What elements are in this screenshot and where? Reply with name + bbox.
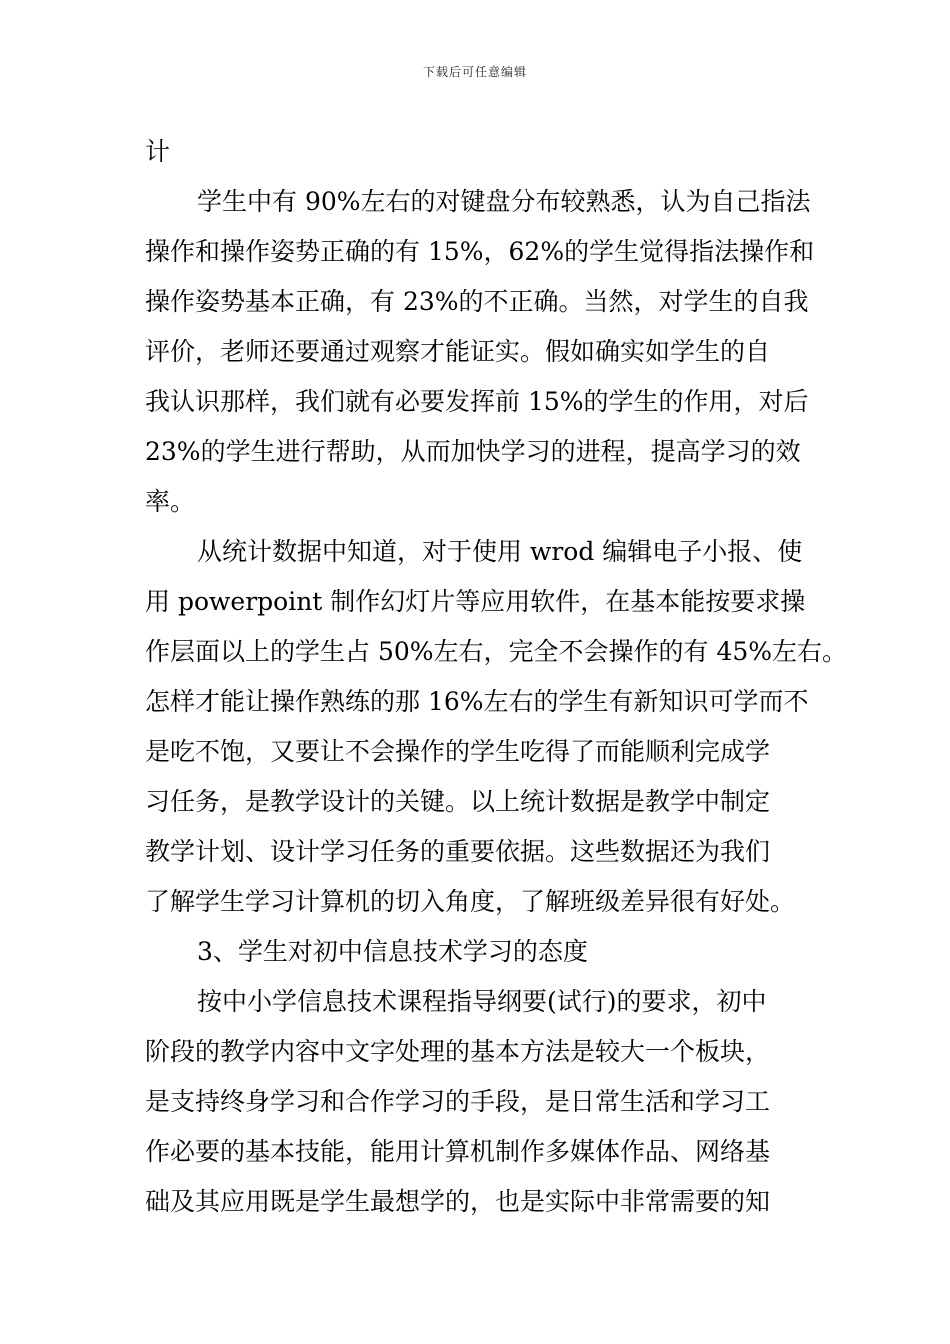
text-line: 率。: [145, 487, 196, 516]
page-header: 下载后可任意编辑: [422, 65, 527, 79]
text-line: 用 powerpoint 制作幻灯片等应用软件，在基本能按要求操: [145, 587, 806, 616]
text-line: 3、学生对初中信息技术学习的态度: [197, 937, 588, 966]
text-line: 阶段的教学内容中文字处理的基本方法是较大一个板块，: [145, 1037, 771, 1066]
text-line: 学生中有 90%左右的对键盘分布较熟悉，认为自己指法: [197, 187, 811, 216]
text-line: 习任务，是教学设计的关键。以上统计数据是教学中制定: [145, 787, 771, 816]
text-line: 从统计数据中知道，对于使用 wrod 编辑电子小报、使: [197, 537, 803, 566]
text-line: 了解学生学习计算机的切入角度，了解班级差异很有好处。: [145, 887, 796, 916]
text-line: 是支持终身学习和合作学习的手段，是日常生活和学习工: [145, 1087, 771, 1116]
text-line: 操作和操作姿势正确的有 15%，62%的学生觉得指法操作和: [145, 237, 815, 266]
text-line: 是吃不饱，又要让不会操作的学生吃得了而能顺利完成学: [145, 737, 771, 766]
text-line: 按中小学信息技术课程指导纲要(试行)的要求，初中: [197, 987, 767, 1016]
text-line: 础及其应用既是学生最想学的，也是实际中非常需要的知: [145, 1187, 771, 1216]
text-line: 作必要的基本技能，能用计算机制作多媒体作品、网络基: [145, 1137, 771, 1166]
text-line: 计: [145, 137, 171, 166]
text-line: 我认识那样，我们就有必要发挥前 15%的学生的作用，对后: [145, 387, 809, 416]
text-line: 操作姿势基本正确，有 23%的不正确。当然，对学生的自我: [145, 287, 809, 316]
text-line: 教学计划、设计学习任务的重要依据。这些数据还为我们: [145, 837, 771, 866]
text-line: 怎样才能让操作熟练的那 16%左右的学生有新知识可学而不: [145, 687, 809, 716]
text-line: 评价，老师还要通过观察才能证实。假如确实如学生的自: [145, 337, 771, 366]
text-line: 作层面以上的学生占 50%左右，完全不会操作的有 45%左右。: [145, 637, 848, 666]
document-body: [145, 127, 848, 1227]
text-line: 23%的学生进行帮助，从而加快学习的进程，提高学习的效: [145, 437, 801, 466]
